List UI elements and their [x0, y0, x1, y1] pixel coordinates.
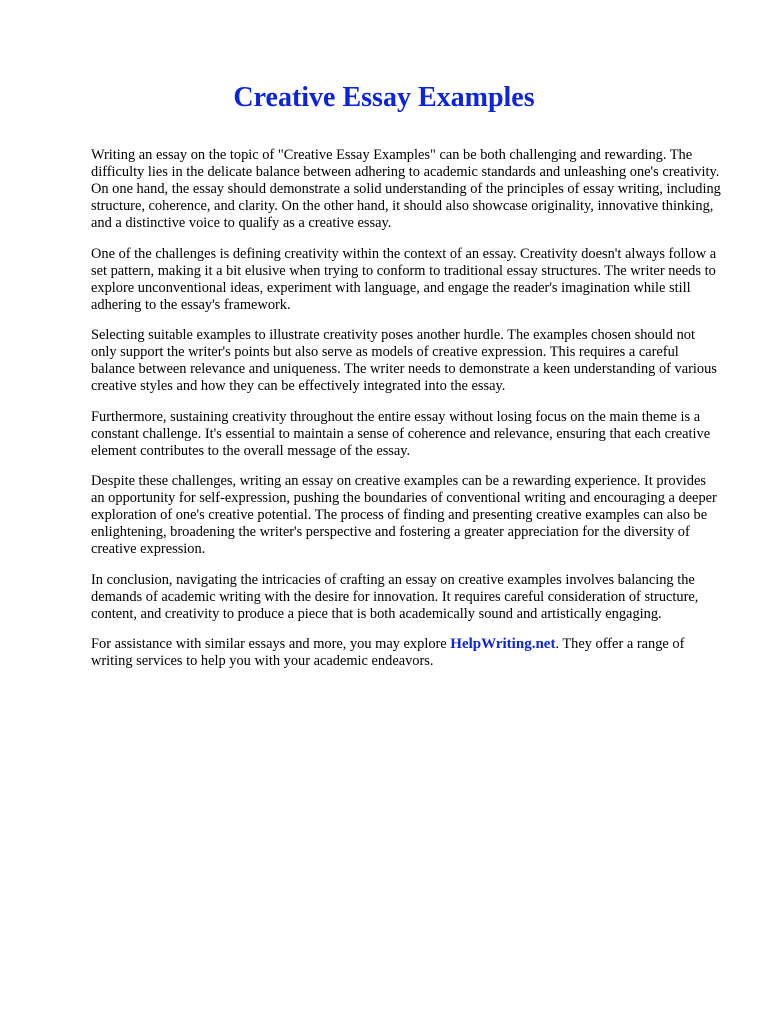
paragraph-rewarding-experience: Despite these challenges, writing an essay on creative examples can be a rewarding experience. It provides an opportunity for self-expression, pushing the boundaries of conventional writing and encouraging a deeper exploration of one's creative potential. The process of finding and presenting creative examples can also be enlightening, broadening the writer's perspective and fostering a greater appreciation for the diversity of creative expression.: [91, 473, 717, 557]
helpwriting-link[interactable]: HelpWriting.net: [450, 636, 556, 652]
paragraph-selecting-examples: Selecting suitable examples to illustrate creativity poses another hurdle. The examples chosen should not only support the writer's points but also serve as models of creative expression. This requires a careful balance between relevance and uniqueness. The writer needs to demonstrate a keen understanding of various creative styles and how they can be effectively integrated into the essay.: [91, 327, 717, 394]
paragraph-defining-creativity: One of the challenges is defining creativity within the context of an essay. Creativity doesn't always follow a set pattern, making it a bit elusive when trying to conform to traditional essay structures. The writer needs to explore unconventional ideas, experiment with language, and engage the reader's imagination while still adhering to the essay's framework.: [91, 245, 717, 313]
document-title: Creative Essay Examples: [233, 82, 535, 113]
paragraph-closing: [91, 636, 721, 670]
closing-text-after-link: . They offer a range of writing services to help you with your academic endeavors.: [91, 636, 685, 669]
closing-text-before-link: For assistance with similar essays and more, you may explore: [91, 636, 451, 652]
paragraph-conclusion: In conclusion, navigating the intricacies of crafting an essay on creative examples involves balancing the demands of academic writing with the desire for innovation. It requires careful consideration of structure, content, and creativity to produce a piece that is both academically sound and artistically engaging.: [91, 571, 699, 622]
paragraph-sustaining-creativity: Furthermore, sustaining creativity throughout the entire essay without losing focus on the main theme is a constant challenge. It's essential to maintain a sense of coherence and relevance, ensuring that each creative element contributes to the overall message of the essay.: [91, 408, 711, 459]
paragraph-intro: Writing an essay on the topic of "Creative Essay Examples" can be both challenging and rewarding. The difficulty lies in the delicate balance between adhering to academic standards and unleashing one's creativity. On one hand, the essay should demonstrate a solid understanding of the principles of essay writing, including structure, coherence, and clarity. On the other hand, it should also showcase originality, innovative thinking, and a distinctive voice to qualify as a creative essay.: [91, 147, 721, 231]
document-body: [91, 147, 721, 684]
